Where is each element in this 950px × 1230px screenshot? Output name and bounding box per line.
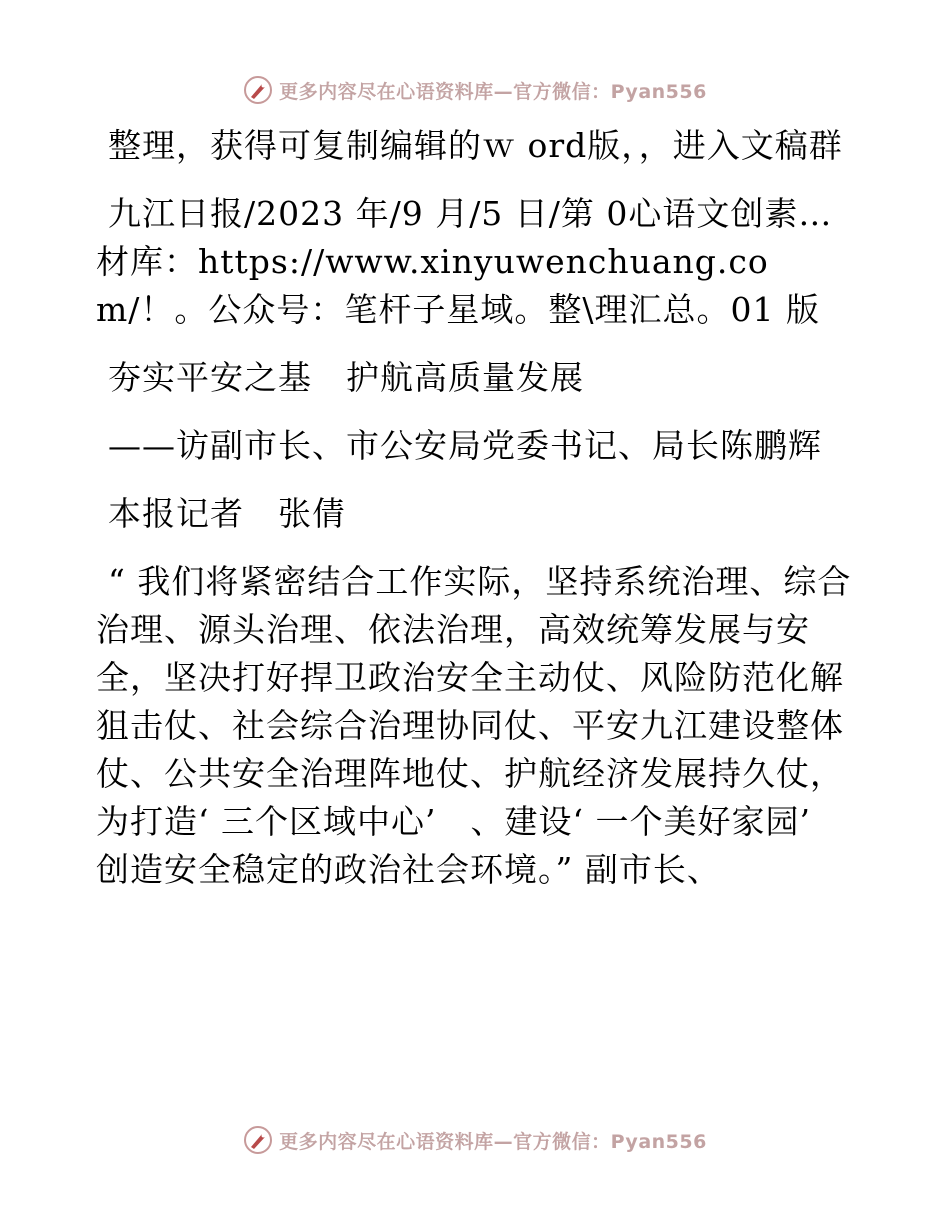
source-line [96, 190, 856, 334]
intro-text: 整理，获得可复制编辑的ｗ ord版，，进入文稿群 [108, 126, 843, 165]
body-paragraph [96, 558, 856, 894]
article-subtitle [96, 422, 856, 470]
header-banner [0, 70, 950, 110]
banner-text: 更多内容尽在心语资料库—官方微信：Pyan556 [279, 1130, 707, 1153]
document-body [96, 122, 856, 914]
article-title [96, 354, 856, 402]
article-title-text: 夯实平安之基 护航高质量发展 [108, 358, 584, 397]
pen-nib-logo-icon [243, 75, 273, 105]
source-text: 九江日报/2023 年/9 月/5 日/第 0心语文创素…材库：https://www.xinyuwenchuang.com/！。公众号：笔杆子星域。整\理汇总。01 版 [96, 194, 833, 329]
footer-banner [0, 1120, 950, 1160]
banner-text: 更多内容尽在心语资料库—官方微信：Pyan556 [279, 80, 707, 103]
body-paragraph-text: “ 我们将紧密结合工作实际，坚持系统治理、综合治理、源头治理、依法治理，高效统筹发展与安全，坚决打好捍卫政治安全主动仗、风险防范化解狙击仗、社会综合治理协同仗、平安九江建设整体仗、公共安全治理阵地仗、护航经济发展持久仗，为打造‘ 三个区域中心’ 、建设‘ 一个美好家园’ 创造安全稳定的政治社会环境。” 副市长、 [96, 562, 852, 889]
article-subtitle-text: ——访副市长、市公安局党委书记、局长陈鹏辉 [108, 426, 822, 465]
byline-text: 本报记者 张倩 [108, 494, 346, 533]
pen-nib-logo-icon [243, 1125, 273, 1155]
byline [96, 490, 856, 538]
intro-line [96, 122, 856, 170]
